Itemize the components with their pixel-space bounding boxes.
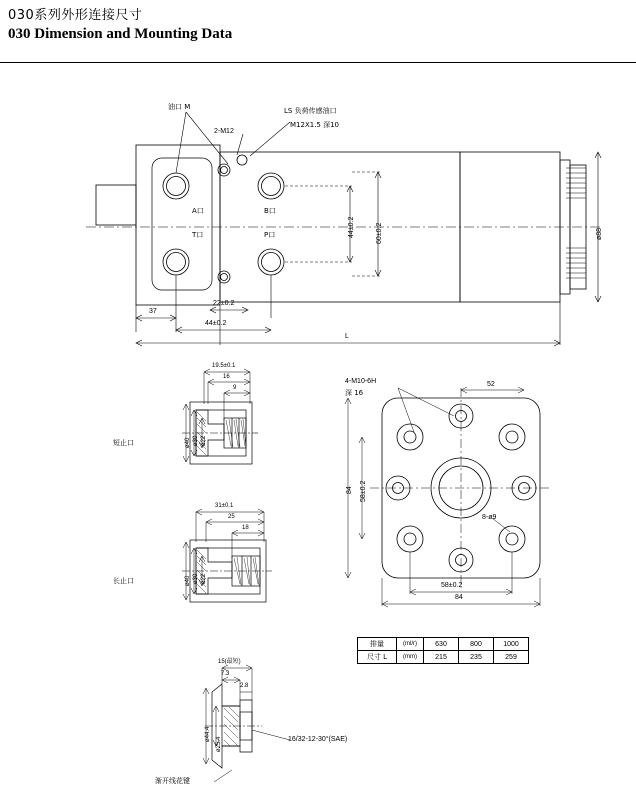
dim-short-1: 19.5±0.1	[212, 363, 236, 369]
label-long-spigot: 长止口	[113, 577, 134, 585]
dim-dia-25-4: ø25.4	[216, 736, 222, 752]
dim-37: 37	[149, 308, 157, 315]
dim-2-8: 2.8	[240, 683, 249, 689]
cell-value: 630	[424, 638, 459, 651]
label-sae-spline: 16/32-12-30°(SAE)	[288, 736, 348, 743]
label-depth-16: 深 16	[345, 389, 364, 397]
dim-44-h: 44±0.2	[205, 320, 227, 327]
dim-long-dia30: ø30	[193, 573, 199, 584]
dim-long-dia22: ø22	[201, 573, 207, 584]
dim-long-3: 18	[242, 525, 249, 531]
cell-value: 800	[459, 638, 494, 651]
dim-15-min: 15(最短)	[218, 659, 241, 665]
row-label: 尺寸 L	[358, 651, 397, 664]
cell-value: 259	[494, 651, 529, 664]
label-port-a: A口	[192, 207, 204, 215]
label-ls-port: LS 负荷传感油口	[284, 107, 337, 115]
label-8-dia9: 8-ø9	[482, 514, 497, 521]
dim-52: 52	[487, 381, 495, 388]
table-row	[358, 638, 529, 651]
cell-value: 1000	[494, 638, 529, 651]
dim-long-2: 25	[228, 514, 235, 520]
dim-60-v: 60±0.2	[376, 222, 383, 244]
dim-short-dia22: ø22	[201, 435, 207, 446]
dim-short-2: 16	[223, 374, 230, 380]
displacement-table	[357, 637, 529, 664]
dim-84-v: 84	[346, 486, 353, 494]
dim-long-1: 31±0.1	[215, 503, 234, 509]
label-port-b: B口	[264, 207, 276, 215]
label-ls-thread: M12X1.5 深10	[290, 121, 340, 129]
label-port-t: T口	[192, 231, 204, 239]
label-short-spigot: 短止口	[113, 439, 134, 447]
dim-44-v: 44±0.2	[348, 216, 355, 238]
dim-L: L	[345, 333, 349, 340]
page-title-en: 030 Dimension and Mounting Data	[8, 26, 233, 42]
row-label: 排量	[358, 638, 397, 651]
label-involute-spline: 渐开线花键	[155, 777, 190, 785]
dim-58-h: 58±0.2	[441, 582, 463, 589]
dim-short-3: 9	[233, 385, 237, 391]
label-2-m12: 2-M12	[214, 128, 234, 135]
table-row	[358, 651, 529, 664]
label-oil-port-m: 油口 M	[168, 103, 191, 111]
label-4-m10-6h: 4-M10-6H	[345, 378, 377, 385]
dim-84-h: 84	[455, 594, 463, 601]
dim-dia-88: ø88	[596, 227, 603, 240]
cell-value: 235	[459, 651, 494, 664]
row-unit: (ml/r)	[397, 638, 424, 651]
row-unit: (mm)	[397, 651, 424, 664]
label-port-p: P口	[264, 231, 276, 239]
page-title-cn: 030系列外形连接尺寸	[8, 8, 143, 23]
dim-short-dia40: ø40	[185, 437, 191, 448]
dim-long-dia40: ø40	[185, 575, 191, 586]
dim-58-v: 58±0.2	[360, 480, 367, 502]
dim-22: 22±0.2	[213, 300, 235, 307]
dim-short-dia30: ø30	[193, 435, 199, 446]
dim-7-3: 7.3	[221, 671, 230, 677]
cell-value: 215	[424, 651, 459, 664]
dim-dia-44-4: ø44.4	[205, 726, 211, 742]
